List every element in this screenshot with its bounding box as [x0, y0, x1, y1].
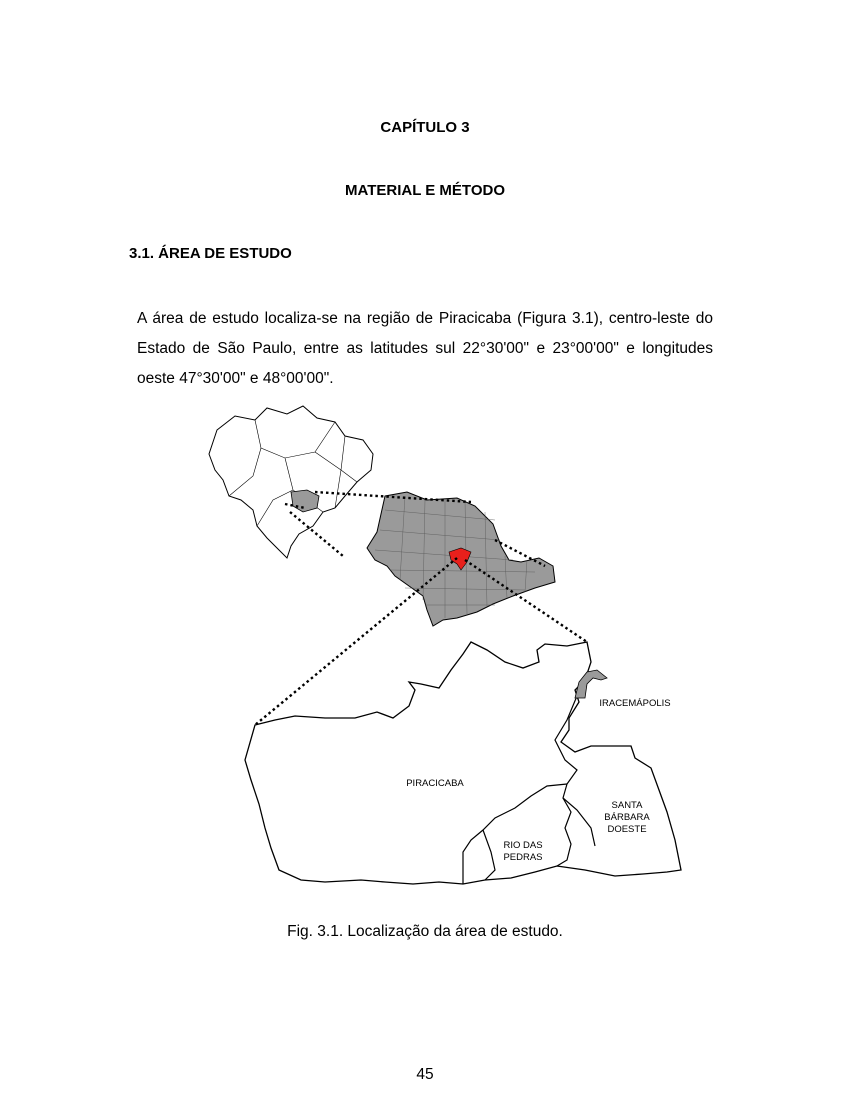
label-rio-das-pedras-1: RIO DAS: [503, 840, 543, 851]
location-figure: [195, 400, 715, 900]
subsection-title: 3.1. ÁREA DE ESTUDO: [129, 245, 292, 262]
label-piracicaba: PIRACICABA: [406, 778, 464, 789]
label-santa-barbara-1: SANTA: [611, 800, 643, 811]
chapter-heading: CAPÍTULO 3: [380, 119, 470, 136]
label-iracemapolis: IRACEMÁPOLIS: [599, 698, 671, 709]
label-rio-das-pedras-2: PEDRAS: [503, 852, 543, 863]
label-santa-barbara-2: BÁRBARA: [604, 812, 650, 823]
body-paragraph: A área de estudo localiza-se na região de Piracicaba (Figura 3.1), centro-leste do Estado de São Paulo, entre as latitudes sul 22°30'00" e 23°00'00" e longitudes oeste 47°30'00" e 48°00'00".: [137, 310, 713, 387]
page-number: 45: [416, 1066, 434, 1083]
figure-caption: Fig. 3.1. Localização da área de estudo.: [287, 923, 563, 940]
section-title: MATERIAL E MÉTODO: [344, 182, 505, 199]
location-map: [195, 400, 715, 900]
label-santa-barbara-3: DOESTE: [607, 824, 647, 835]
municipality-map: [245, 642, 681, 884]
